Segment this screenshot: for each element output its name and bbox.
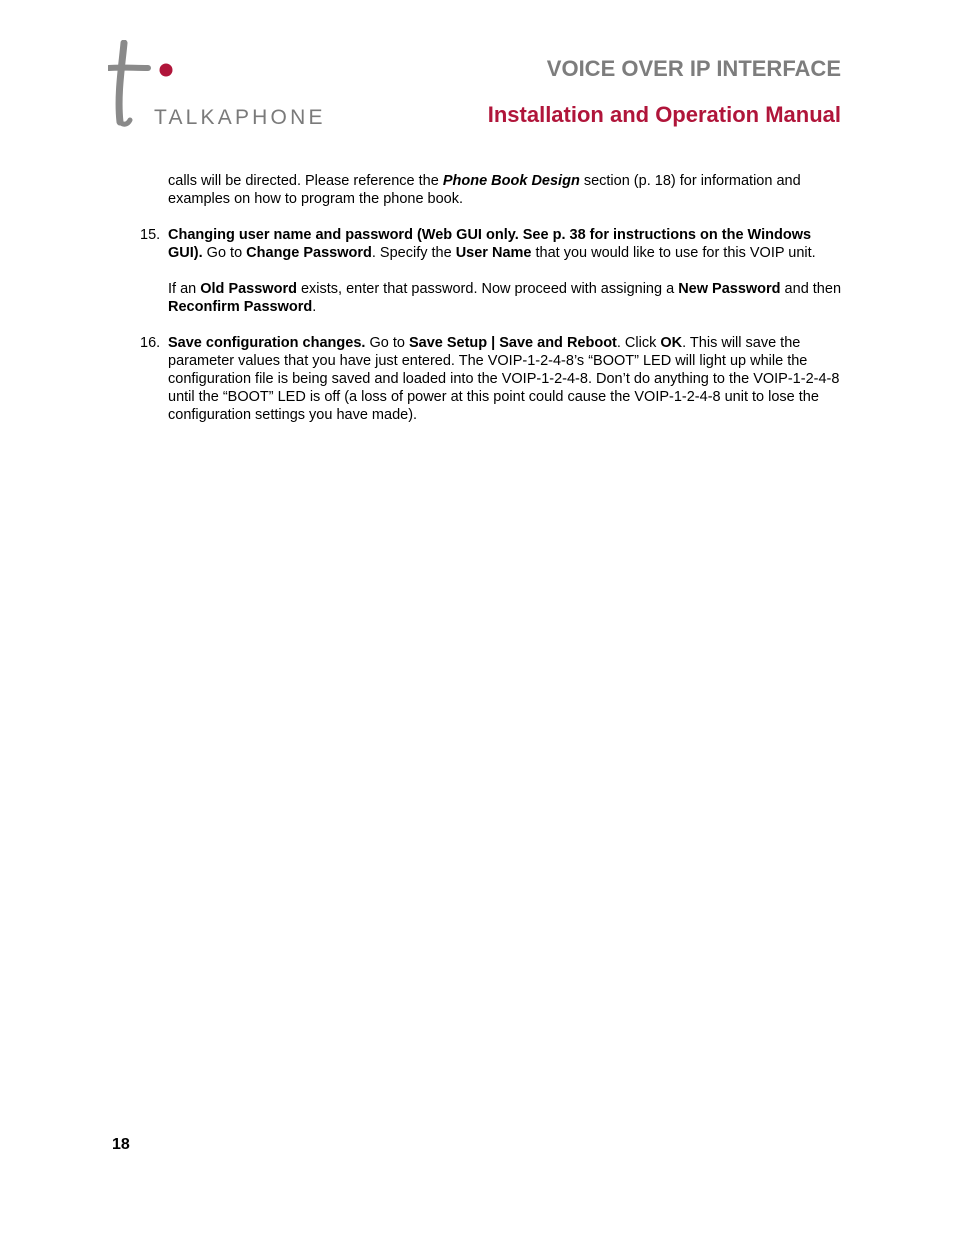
talkaphone-logo <box>108 40 368 130</box>
item-number: 15. <box>140 227 161 243</box>
item-15-paragraph-2: If an Old Password exists, enter that password. Now proceed with assigning a New Password and then Reconfirm Password. <box>168 281 842 315</box>
page-number: 18 <box>112 1136 130 1153</box>
item-16-paragraph: Save configuration changes. Go to Save Setup | Save and Reboot. Click OK. This will save the parameter values that you have just entered. The VOIP-1-2-4-8’s “BOOT” LED will light up while the configuration file is being saved and loaded into the VOIP-1-2-4-8. Don’t do anything to the VOIP-1-2-4-8 until the “BOOT” LED is off (a loss of power at this point could cause the VOIP-1-2-4-8 unit to lose the configuration settings you have made). <box>168 335 840 423</box>
document-subtitle: Installation and Operation Manual <box>487 102 841 127</box>
page-content <box>140 172 842 424</box>
logo-wordmark: TALKAPHONE <box>154 106 326 129</box>
document-title: VOICE OVER IP INTERFACE <box>546 56 841 81</box>
list-item-15 <box>140 226 842 316</box>
list-item-16 <box>140 334 842 424</box>
item-number: 16. <box>140 335 161 351</box>
intro-paragraph: calls will be directed. Please reference the Phone Book Design section (p. 18) for information and examples on how to program the phone book. <box>168 173 801 207</box>
item-15-paragraph-1: Changing user name and password (Web GUI only. See p. 38 for instructions on the Windows GUI). Go to Change Password. Specify the User Name that you would like to use for this VOIP unit. <box>168 227 816 261</box>
